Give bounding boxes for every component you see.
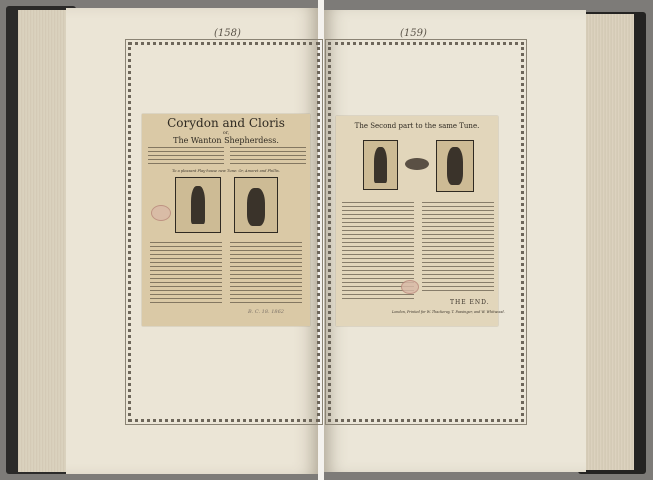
woodcut-gentleman	[363, 140, 398, 190]
right-ballad-title: The Second part to the same Tune.	[354, 122, 480, 130]
left-verse-col-2	[230, 242, 302, 304]
left-tune-line: To a pleasant Play-house new Tune: Or, Amoret and Phillis.	[172, 169, 280, 173]
right-folio-number: (159)	[400, 28, 427, 39]
right-library-stamp	[401, 280, 419, 294]
printer-imprint: London, Printed for W. Thackeray, T. Passinger, and W. Whitwood.	[392, 310, 505, 314]
woodcut-lady	[436, 140, 474, 192]
left-signature: B. C. 18. 1862	[248, 309, 284, 315]
left-folio-number: (158)	[214, 28, 241, 39]
library-stamp	[151, 205, 171, 221]
left-ballad-title: Corydon and Cloris	[167, 116, 285, 130]
woodcut-ornament	[405, 150, 429, 172]
left-verse-col-1	[150, 242, 222, 304]
the-end-label: THE END.	[450, 299, 490, 306]
left-intro-col-2	[230, 147, 306, 167]
left-ballad-or: or,	[222, 130, 230, 136]
woodcut-man	[175, 177, 221, 233]
left-fore-edge	[18, 10, 70, 472]
woodcut-woman	[234, 177, 278, 233]
right-fore-edge	[582, 14, 634, 470]
left-intro-col-1	[148, 147, 224, 167]
left-ballad-subtitle: The Wanton Shepherdess.	[173, 136, 279, 145]
right-verse-col-2	[422, 202, 494, 294]
